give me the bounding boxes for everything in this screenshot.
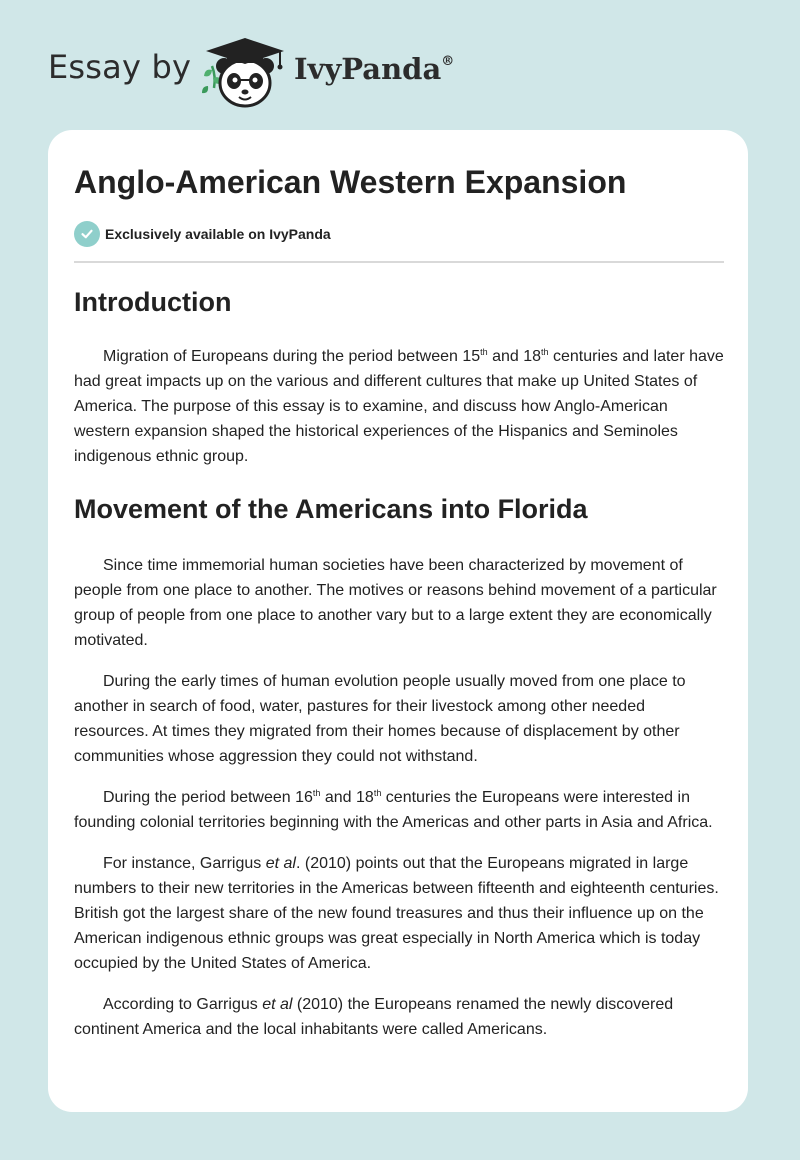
check-icon	[74, 221, 100, 247]
paragraph: During the period between 16th and 18th centuries the Europeans were interested in founding colonial territories beginning with the Americas and other parts in Asia and Africa.	[74, 788, 713, 831]
section-heading: Movement of the Americans into Florida	[74, 494, 588, 524]
paragraph: Since time immemorial human societies have been characterized by movement of people from one place to another. The motives or reasons behind movement of a particular group of people from one place to another vary but to a large extent they are economically motivated.	[74, 557, 717, 649]
paragraph: Migration of Europeans during the period between 15th and 18th centuries and later have had great impacts up on the various and different cultures that make up United States of America. The purpose of this essay is to examine, and discuss how Anglo-American western expansion shaped the historical experiences of the Hispanics and Seminoles indigenous ethnic group.	[74, 347, 724, 465]
divider	[74, 261, 724, 263]
paragraph: For instance, Garrigus et al. (2010) points out that the Europeans migrated in large numbers to their new territories in the Americas between fifteenth and eighteenth centuries. British got the largest share of the new found treasures and thus their influence up on the American indigenous ethnic groups was great especially in North America which is today occupied by the United States of America.	[74, 855, 719, 972]
essay-card	[48, 130, 748, 1112]
essay-body	[74, 282, 724, 1042]
registered-mark: ®	[441, 54, 455, 69]
paragraph: During the early times of human evolution people usually moved from one place to another in search of food, water, pastures for their livestock among other needed resources. At times they migrated from their homes because of displacement by other communities whose aggression they could not withstand.	[74, 673, 686, 765]
paragraph: According to Garrigus et al (2010) the Europeans renamed the newly discovered continent America and the local inhabitants were called Americans.	[74, 996, 674, 1038]
exclusive-badge	[74, 221, 331, 247]
brand-prefix: Essay by	[48, 48, 192, 86]
page-title: Anglo-American Western Expansion	[74, 164, 627, 200]
brand-name: IvyPanda®	[294, 52, 455, 86]
badge-text: Exclusively available on IvyPanda	[105, 226, 331, 242]
brand-logo[interactable]	[48, 34, 508, 114]
panda-mascot-icon	[200, 36, 290, 112]
section-heading: Introduction	[74, 287, 232, 317]
